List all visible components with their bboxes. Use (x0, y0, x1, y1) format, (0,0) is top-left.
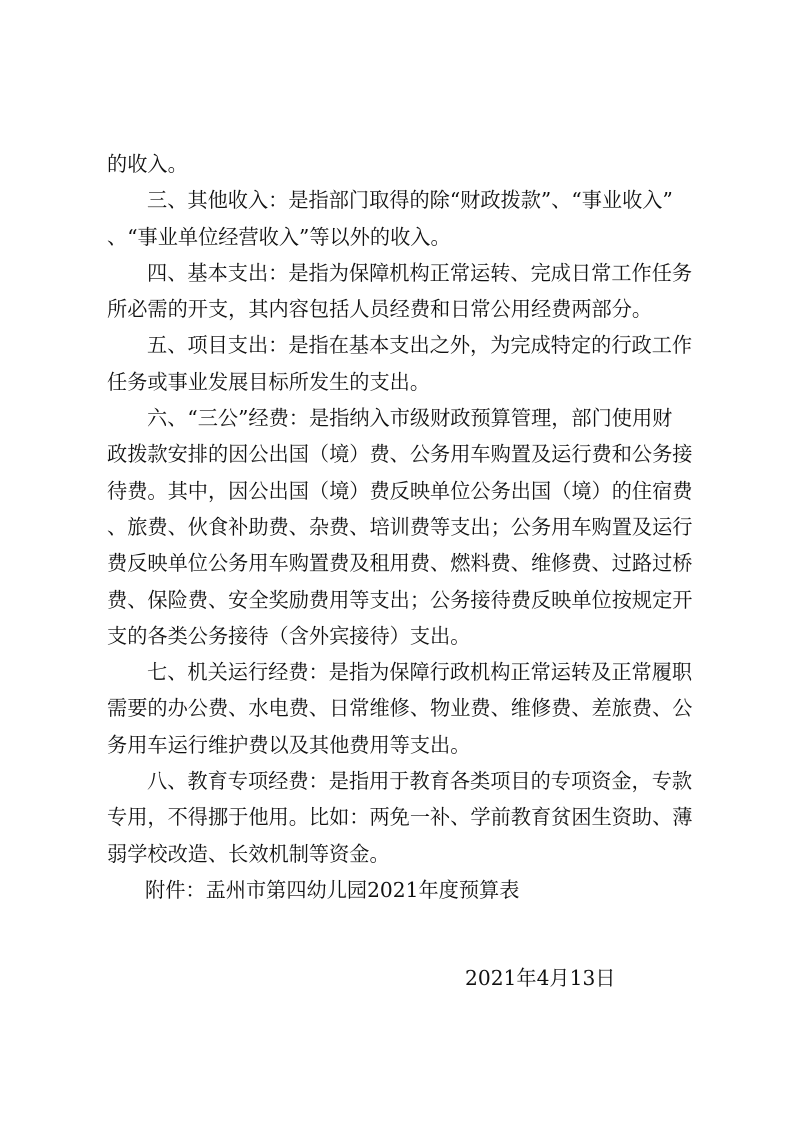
attachment-line: 附件：盂州市第四幼儿园2021年度预算表 (145, 877, 520, 902)
paragraph-line: 五、项目支出：是指在基本支出之外，为完成特定的行政工作 (147, 333, 693, 358)
paragraph-line: 八、教育专项经费：是指用于教育各类项目的专项资金，专款 (147, 769, 693, 794)
paragraph-line: 政拨款安排的因公出国（境）费、公务用车购置及运行费和公务接 (107, 442, 693, 467)
paragraph-line: 、“事业单位经营收入”等以外的收入。 (107, 224, 451, 249)
paragraph-line: 待费。其中，因公出国（境）费反映单位公务出国（境）的住宿费 (107, 478, 693, 503)
paragraph-line: 费、保险费、安全奖励费用等支出；公务接待费反映单位按规定开 (107, 587, 693, 612)
paragraph-line: 七、机关运行经费：是指为保障行政机构正常运转及正常履职 (147, 660, 693, 685)
paragraph-line: 务用车运行维护费以及其他费用等支出。 (107, 732, 471, 757)
paragraph-line: 所必需的开支，其内容包括人员经费和日常公用经费两部分。 (107, 297, 653, 322)
paragraph-line: 弱学校改造、长效机制等资金。 (107, 841, 390, 866)
paragraph-line: 专用，不得挪于他用。比如：两免一补、学前教育贫困生资助、薄 (107, 805, 693, 830)
paragraph-line: 三、其他收入：是指部门取得的除“财政拨款”、“事业收入” (147, 188, 673, 213)
paragraph-line: 六、“三公”经费：是指纳入市级财政预算管理，部门使用财 (147, 406, 673, 431)
paragraph-line: 需要的办公费、水电费、日常维修、物业费、维修费、差旅费、公 (107, 696, 693, 721)
paragraph-line: 四、基本支出：是指为保障机构正常运转、完成日常工作任务 (147, 260, 693, 285)
paragraph-line: 的收入。 (107, 152, 188, 176)
paragraph-line: 支的各类公务接待（含外宾接待）支出。 (107, 623, 471, 648)
document-date: 2021年4月13日 (465, 966, 616, 990)
document-body (107, 146, 691, 908)
paragraph-line: 费反映单位公务用车购置费及租用费、燃料费、维修费、过路过桥 (107, 551, 693, 576)
paragraph-line: 任务或事业发展目标所发生的支出。 (107, 369, 431, 394)
paragraph-line: 、旅费、伙食补助费、杂费、培训费等支出；公务用车购置及运行 (107, 514, 693, 539)
